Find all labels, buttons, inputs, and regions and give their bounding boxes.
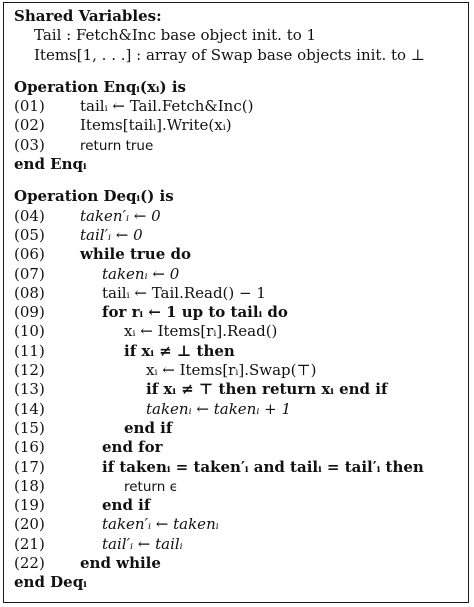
line-text: xᵢ ← Items[rᵢ].Swap(⊤) (146, 361, 317, 380)
line-number: (03) (14, 135, 45, 154)
deq-footer: end Deqᵢ (14, 573, 87, 592)
code-line-08 (14, 284, 466, 303)
line-text: return true (80, 137, 154, 154)
code-line-16 (14, 438, 466, 457)
line-number: (20) (14, 515, 45, 534)
code-line-13 (14, 380, 466, 399)
line-text: while true do (80, 245, 191, 264)
algorithm-box (3, 2, 469, 603)
code-line-17 (14, 458, 466, 477)
line-number: (18) (14, 476, 45, 495)
line-text: tail′ᵢ ← tailᵢ (102, 534, 183, 553)
line-number: (15) (14, 418, 45, 437)
code-line-12 (14, 361, 466, 380)
code-line-09 (14, 303, 466, 322)
shared-variables-title: Shared Variables: (14, 7, 162, 25)
line-text: end if (102, 496, 151, 515)
spacer (14, 174, 466, 187)
line-text: end for (102, 438, 163, 457)
line-text: end if (124, 418, 173, 437)
line-number: (16) (14, 438, 45, 457)
line-number: (14) (14, 399, 45, 418)
line-number: (22) (14, 554, 45, 573)
line-number: (10) (14, 322, 45, 341)
line-number: (13) (14, 380, 45, 399)
line-text: xᵢ ← Items[rᵢ].Read() (124, 322, 278, 341)
line-text: taken′ᵢ ← takenᵢ (102, 515, 219, 534)
line-number: (07) (14, 264, 45, 283)
code-line-02 (14, 116, 466, 135)
line-text: return ϵ (124, 478, 178, 495)
code-line-20 (14, 515, 466, 534)
line-text: if takenᵢ = taken′ᵢ and tailᵢ = tail′ᵢ then (102, 457, 424, 476)
code-line-07 (14, 265, 466, 284)
code-line-14 (14, 400, 466, 419)
line-text: tail′ᵢ ← 0 (80, 225, 143, 244)
code-line-01 (14, 97, 466, 116)
line-number: (05) (14, 225, 45, 244)
line-text: for rᵢ ← 1 up to tailᵢ do (102, 303, 288, 322)
code-line-21 (14, 535, 466, 554)
algorithm-listing (14, 7, 466, 593)
code-line-06 (14, 245, 466, 264)
code-line-04 (14, 207, 466, 226)
shared-variable-tail: Tail : Fetch&Inc base object init. to 1 (34, 26, 317, 45)
code-line-03 (14, 136, 466, 155)
code-line-19 (14, 496, 466, 515)
code-line-22 (14, 554, 466, 573)
line-number: (09) (14, 303, 45, 322)
spacer (14, 65, 466, 78)
line-text: takenᵢ ← takenᵢ + 1 (146, 399, 291, 418)
line-number: (06) (14, 245, 45, 264)
line-text: tailᵢ ← Tail.Fetch&Inc() (80, 97, 254, 116)
line-text: taken′ᵢ ← 0 (80, 206, 161, 225)
line-text: Items[tailᵢ].Write(xᵢ) (80, 116, 232, 135)
enq-footer: end Enqᵢ (14, 155, 87, 174)
line-number: (04) (14, 206, 45, 225)
line-text: if xᵢ ≠ ⊥ then (124, 341, 235, 360)
line-number: (11) (14, 341, 45, 360)
line-number: (21) (14, 534, 45, 553)
line-number: (02) (14, 116, 45, 135)
line-text: tailᵢ ← Tail.Read() − 1 (102, 283, 266, 302)
line-number: (17) (14, 457, 45, 476)
line-number: (01) (14, 97, 45, 116)
code-line-11 (14, 342, 466, 361)
line-text: end while (80, 554, 161, 573)
line-number: (08) (14, 283, 45, 302)
deq-header: Operation Deqᵢ() is (14, 187, 174, 206)
enq-header: Operation Enqᵢ(xᵢ) is (14, 77, 186, 96)
line-number: (19) (14, 496, 45, 515)
line-number: (12) (14, 361, 45, 380)
code-line-05 (14, 226, 466, 245)
code-line-15 (14, 419, 466, 438)
shared-variable-items: Items[1, . . .] : array of Swap base objects init. to ⊥ (34, 45, 425, 64)
line-text: if xᵢ ≠ ⊤ then return xᵢ end if (146, 380, 388, 399)
code-line-18 (14, 477, 466, 496)
code-line-10 (14, 322, 466, 341)
line-text: takenᵢ ← 0 (102, 264, 180, 283)
